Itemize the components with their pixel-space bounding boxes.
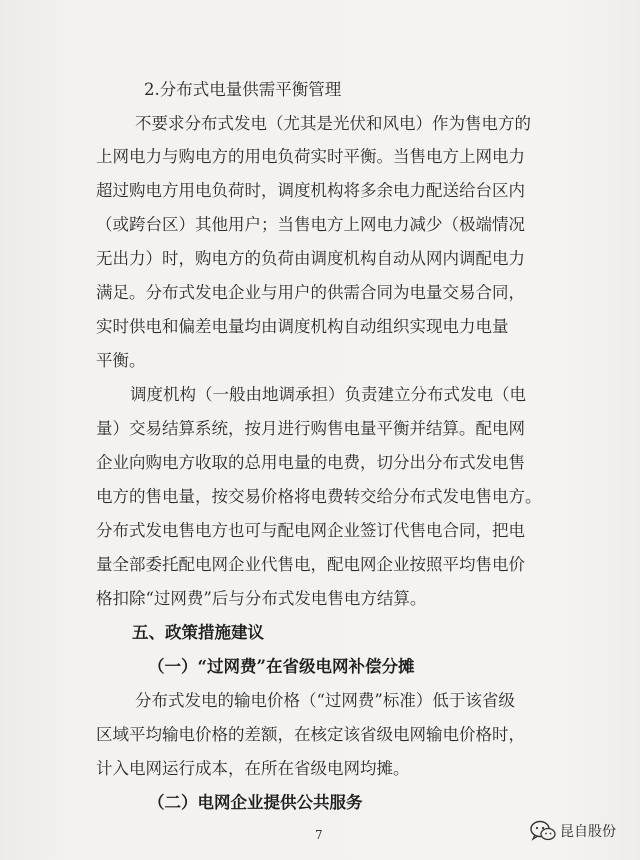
watermark <box>530 820 616 842</box>
watermark-text: 昆自股份 <box>560 824 616 840</box>
paragraph-line: 格扣除“过网费”后与分布式发电售电方结算。 <box>96 589 427 608</box>
paragraph-line: 区域平均输电价格的差额，在核定该省级电网输电价格时， <box>96 725 525 744</box>
paragraph-line: 不要求分布式发电（尤其是光伏和风电）作为售电方的 <box>135 114 531 133</box>
wechat-icon <box>530 820 556 842</box>
page-number: 7 <box>315 828 323 842</box>
paragraph-line: 满足。分布式发电企业与用户的供需合同为电量交易合同， <box>96 283 525 302</box>
paragraph-line: 平衡。 <box>96 351 146 370</box>
paragraph-line: 量全部委托配电网企业代售电，配电网企业按照平均售电价 <box>96 555 525 574</box>
paragraph-line: 企业向购电方收取的总用电量的电费，切分出分布式发电售 <box>96 453 525 472</box>
subsection-heading-2: （二）电网企业提供公共服务 <box>148 793 363 812</box>
section-heading-5: 五、政策措施建议 <box>132 623 264 642</box>
paragraph-line: 实时供电和偏差电量均由调度机构自动组织实现电力电量 <box>96 317 509 336</box>
paragraph-line: 分布式发电的输电价格（“过网费”标准）低于该省级 <box>135 691 515 710</box>
paragraph-line: 计入电网运行成本，在所在省级电网均摊。 <box>96 759 410 778</box>
subsection-heading-1: （一）“过网费”在省级电网补偿分摊 <box>148 657 415 676</box>
paragraph-line: 无出力）时，购电方的负荷由调度机构自动从网内调配电力 <box>96 249 525 268</box>
paragraph-line: 电方的售电量，按交易价格将电费转交给分布式发电售电方。 <box>96 487 542 506</box>
section-heading-2: 2.分布式电量供需平衡管理 <box>144 80 342 99</box>
paragraph-line: 分布式发电售电方也可与配电网企业签订代售电合同，把电 <box>96 521 525 540</box>
paragraph-line: 超过购电方用电负荷时，调度机构将多余电力配送给台区内 <box>96 181 525 200</box>
paragraph-line: 调度机构（一般由地调承担）负责建立分布式发电（电 <box>130 385 526 404</box>
paragraph-line: （或跨台区）其他用户；当售电方上网电力减少（极端情况 <box>96 215 525 234</box>
paragraph-line: 上网电力与购电方的用电负荷实时平衡。当售电方上网电力 <box>96 147 525 166</box>
paragraph-line: 量）交易结算系统，按月进行购售电量平衡并结算。配电网 <box>96 419 525 438</box>
